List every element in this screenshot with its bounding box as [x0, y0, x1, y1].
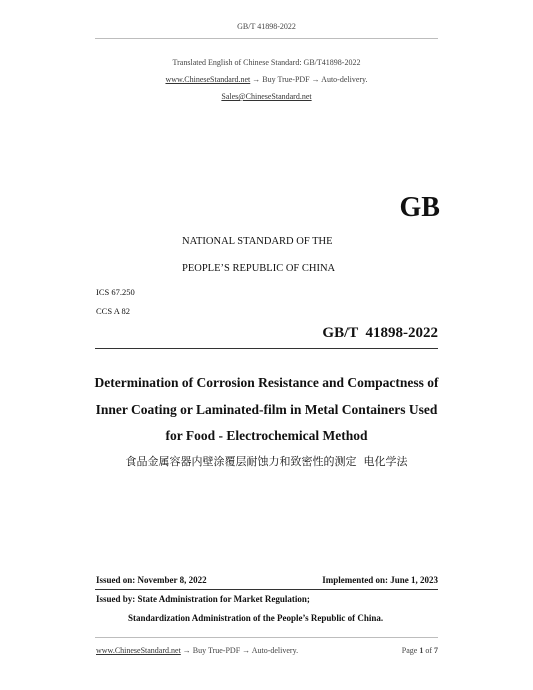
national-line-1: NATIONAL STANDARD OF THE: [182, 236, 333, 247]
page-current: 1: [419, 646, 424, 655]
page-label: Page: [401, 646, 418, 655]
footer-site-link[interactable]: www.ChineseStandard.net: [96, 646, 181, 655]
site-link[interactable]: www.ChineseStandard.net: [165, 75, 251, 84]
implemented-on: Implemented on: June 1, 2023: [322, 575, 438, 585]
translated-line: Translated English of Chinese Standard: GB/T41898-2022: [172, 58, 361, 67]
page-indicator: [360, 646, 438, 655]
page-total: 7: [434, 646, 438, 655]
standard-number-rule: [95, 348, 438, 349]
title-chinese: 食品金属容器内壁涂覆层耐蚀力和致密性的测定 电化学法: [125, 455, 408, 468]
gb-logo: GB: [399, 192, 440, 223]
running-title: GB/T 41898-2022: [237, 22, 296, 31]
issued-on: Issued on: November 8, 2022: [96, 575, 207, 585]
issued-by-2: Standardization Administration of the People’s Republic of China.: [128, 613, 384, 623]
ccs-code: CCS A 82: [96, 306, 131, 316]
sales-email-link[interactable]: Sales@ChineseStandard.net: [221, 92, 312, 101]
issued-rule: [95, 589, 438, 590]
title-line-3: for Food - Electrochemical Method: [165, 428, 368, 443]
header-rule: [95, 38, 438, 39]
standard-number: GB/T 41898-2022: [322, 325, 438, 341]
title-line-1: Determination of Corrosion Resistance and Compactness of: [94, 375, 439, 390]
title-line-2: Inner Coating or Laminated-film in Metal Containers Used: [95, 402, 438, 417]
issued-by: Issued by: State Administration for Market Regulation;: [96, 594, 310, 604]
ics-code: ICS 67.250: [96, 287, 135, 297]
sales-email-line: [0, 92, 533, 101]
footer-buy-text: → Buy True-PDF → Auto-delivery.: [180, 646, 299, 655]
footer-rule: [95, 637, 438, 638]
header-link-line: [0, 75, 533, 84]
page-of: of: [425, 646, 432, 655]
footer-link-line: [96, 646, 298, 655]
buy-text: → Buy True-PDF → Auto-delivery.: [250, 75, 368, 84]
national-line-2: PEOPLE’S REPUBLIC OF CHINA: [182, 263, 336, 274]
